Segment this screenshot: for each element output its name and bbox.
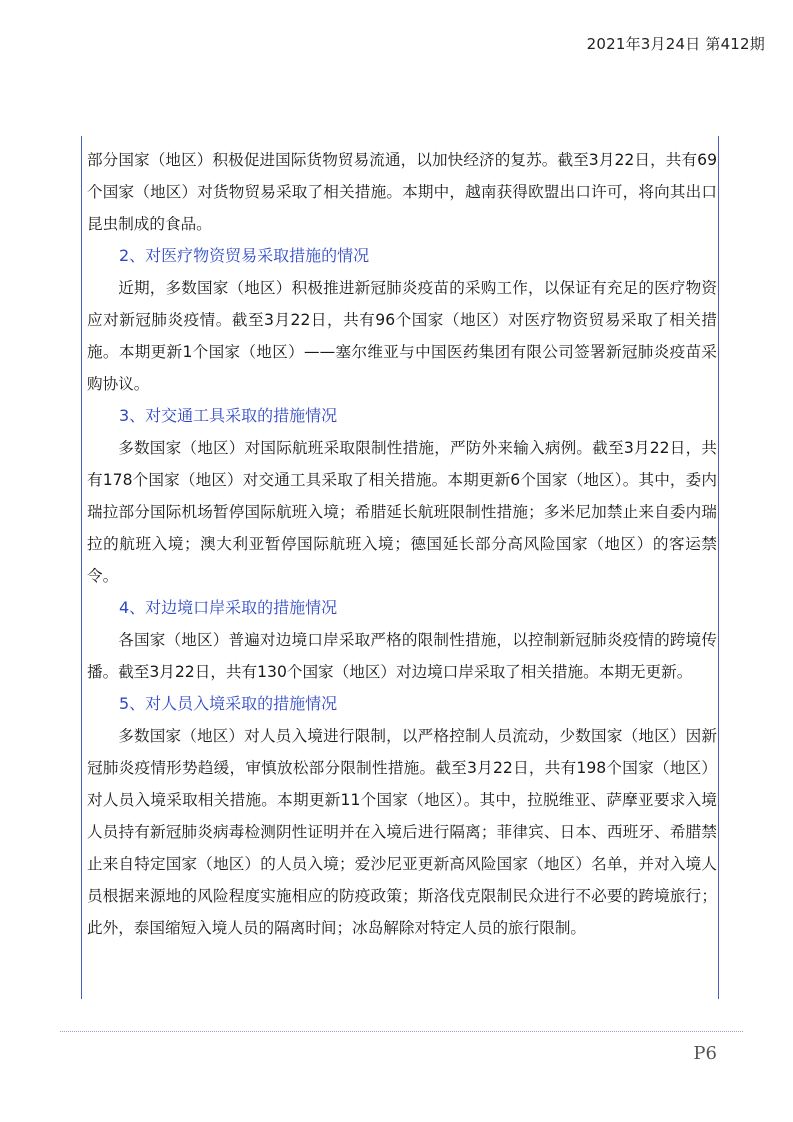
issue-date-header: 2021年3月24日 第412期 xyxy=(586,35,765,53)
article-body xyxy=(87,144,717,944)
section-heading-transport: 3、对交通工具采取的措施情况 xyxy=(119,406,338,425)
footer-divider xyxy=(60,1031,743,1032)
section-heading-entry: 5、对人员入境采取的措施情况 xyxy=(119,694,338,713)
page-number: P6 xyxy=(693,1043,717,1064)
section-heading-medical: 2、对医疗物资贸易采取措施的情况 xyxy=(119,246,370,265)
section-paragraph-entry: 多数国家（地区）对人员入境进行限制，以严格控制人员流动，少数国家（地区）因新冠肺炎疫情形势趋缓，审慎放松部分限制性措施。截至3月22日，共有198个国家（地区）对人员入境采取相关措施。本期更新11个国家（地区）。其中，拉脱维亚、萨摩亚要求入境人员持有新冠肺炎病毒检测阴性证明并在入境后进行隔离；菲律宾、日本、西班牙、希腊禁止来自特定国家（地区）的人员入境；爱沙尼亚更新高风险国家（地区）名单，并对入境人员根据来源地的风险程度实施相应的防疫政策；斯洛伐克限制民众进行不必要的跨境旅行；此外，泰国缩短入境人员的隔离时间；冰岛解除对特定人员的旅行限制。 xyxy=(87,727,717,937)
intro-paragraph: 部分国家（地区）积极促进国际货物贸易流通，以加快经济的复苏。截至3月22日，共有69个国家（地区）对货物贸易采取了相关措施。本期中，越南获得欧盟出口许可，将向其出口昆虫制成的食品。 xyxy=(87,151,717,233)
section-paragraph-transport: 多数国家（地区）对国际航班采取限制性措施，严防外来输入病例。截至3月22日，共有178个国家（地区）对交通工具采取了相关措施。本期更新6个国家（地区）。其中，委内瑞拉部分国际机场暂停国际航班入境；希腊延长航班限制性措施；多米尼加禁止来自委内瑞拉的航班入境；澳大利亚暂停国际航班入境；德国延长部分高风险国家（地区）的客运禁令。 xyxy=(87,439,717,585)
section-paragraph-border: 各国家（地区）普遍对边境口岸采取严格的限制性措施，以控制新冠肺炎疫情的跨境传播。截至3月22日，共有130个国家（地区）对边境口岸采取了相关措施。本期无更新。 xyxy=(87,631,717,681)
section-paragraph-medical: 近期，多数国家（地区）积极推进新冠肺炎疫苗的采购工作，以保证有充足的医疗物资应对新冠肺炎疫情。截至3月22日，共有96个国家（地区）对医疗物资贸易采取了相关措施。本期更新1个国家（地区）——塞尔维亚与中国医药集团有限公司签署新冠肺炎疫苗采购协议。 xyxy=(87,279,717,393)
section-heading-border: 4、对边境口岸采取的措施情况 xyxy=(119,598,338,617)
